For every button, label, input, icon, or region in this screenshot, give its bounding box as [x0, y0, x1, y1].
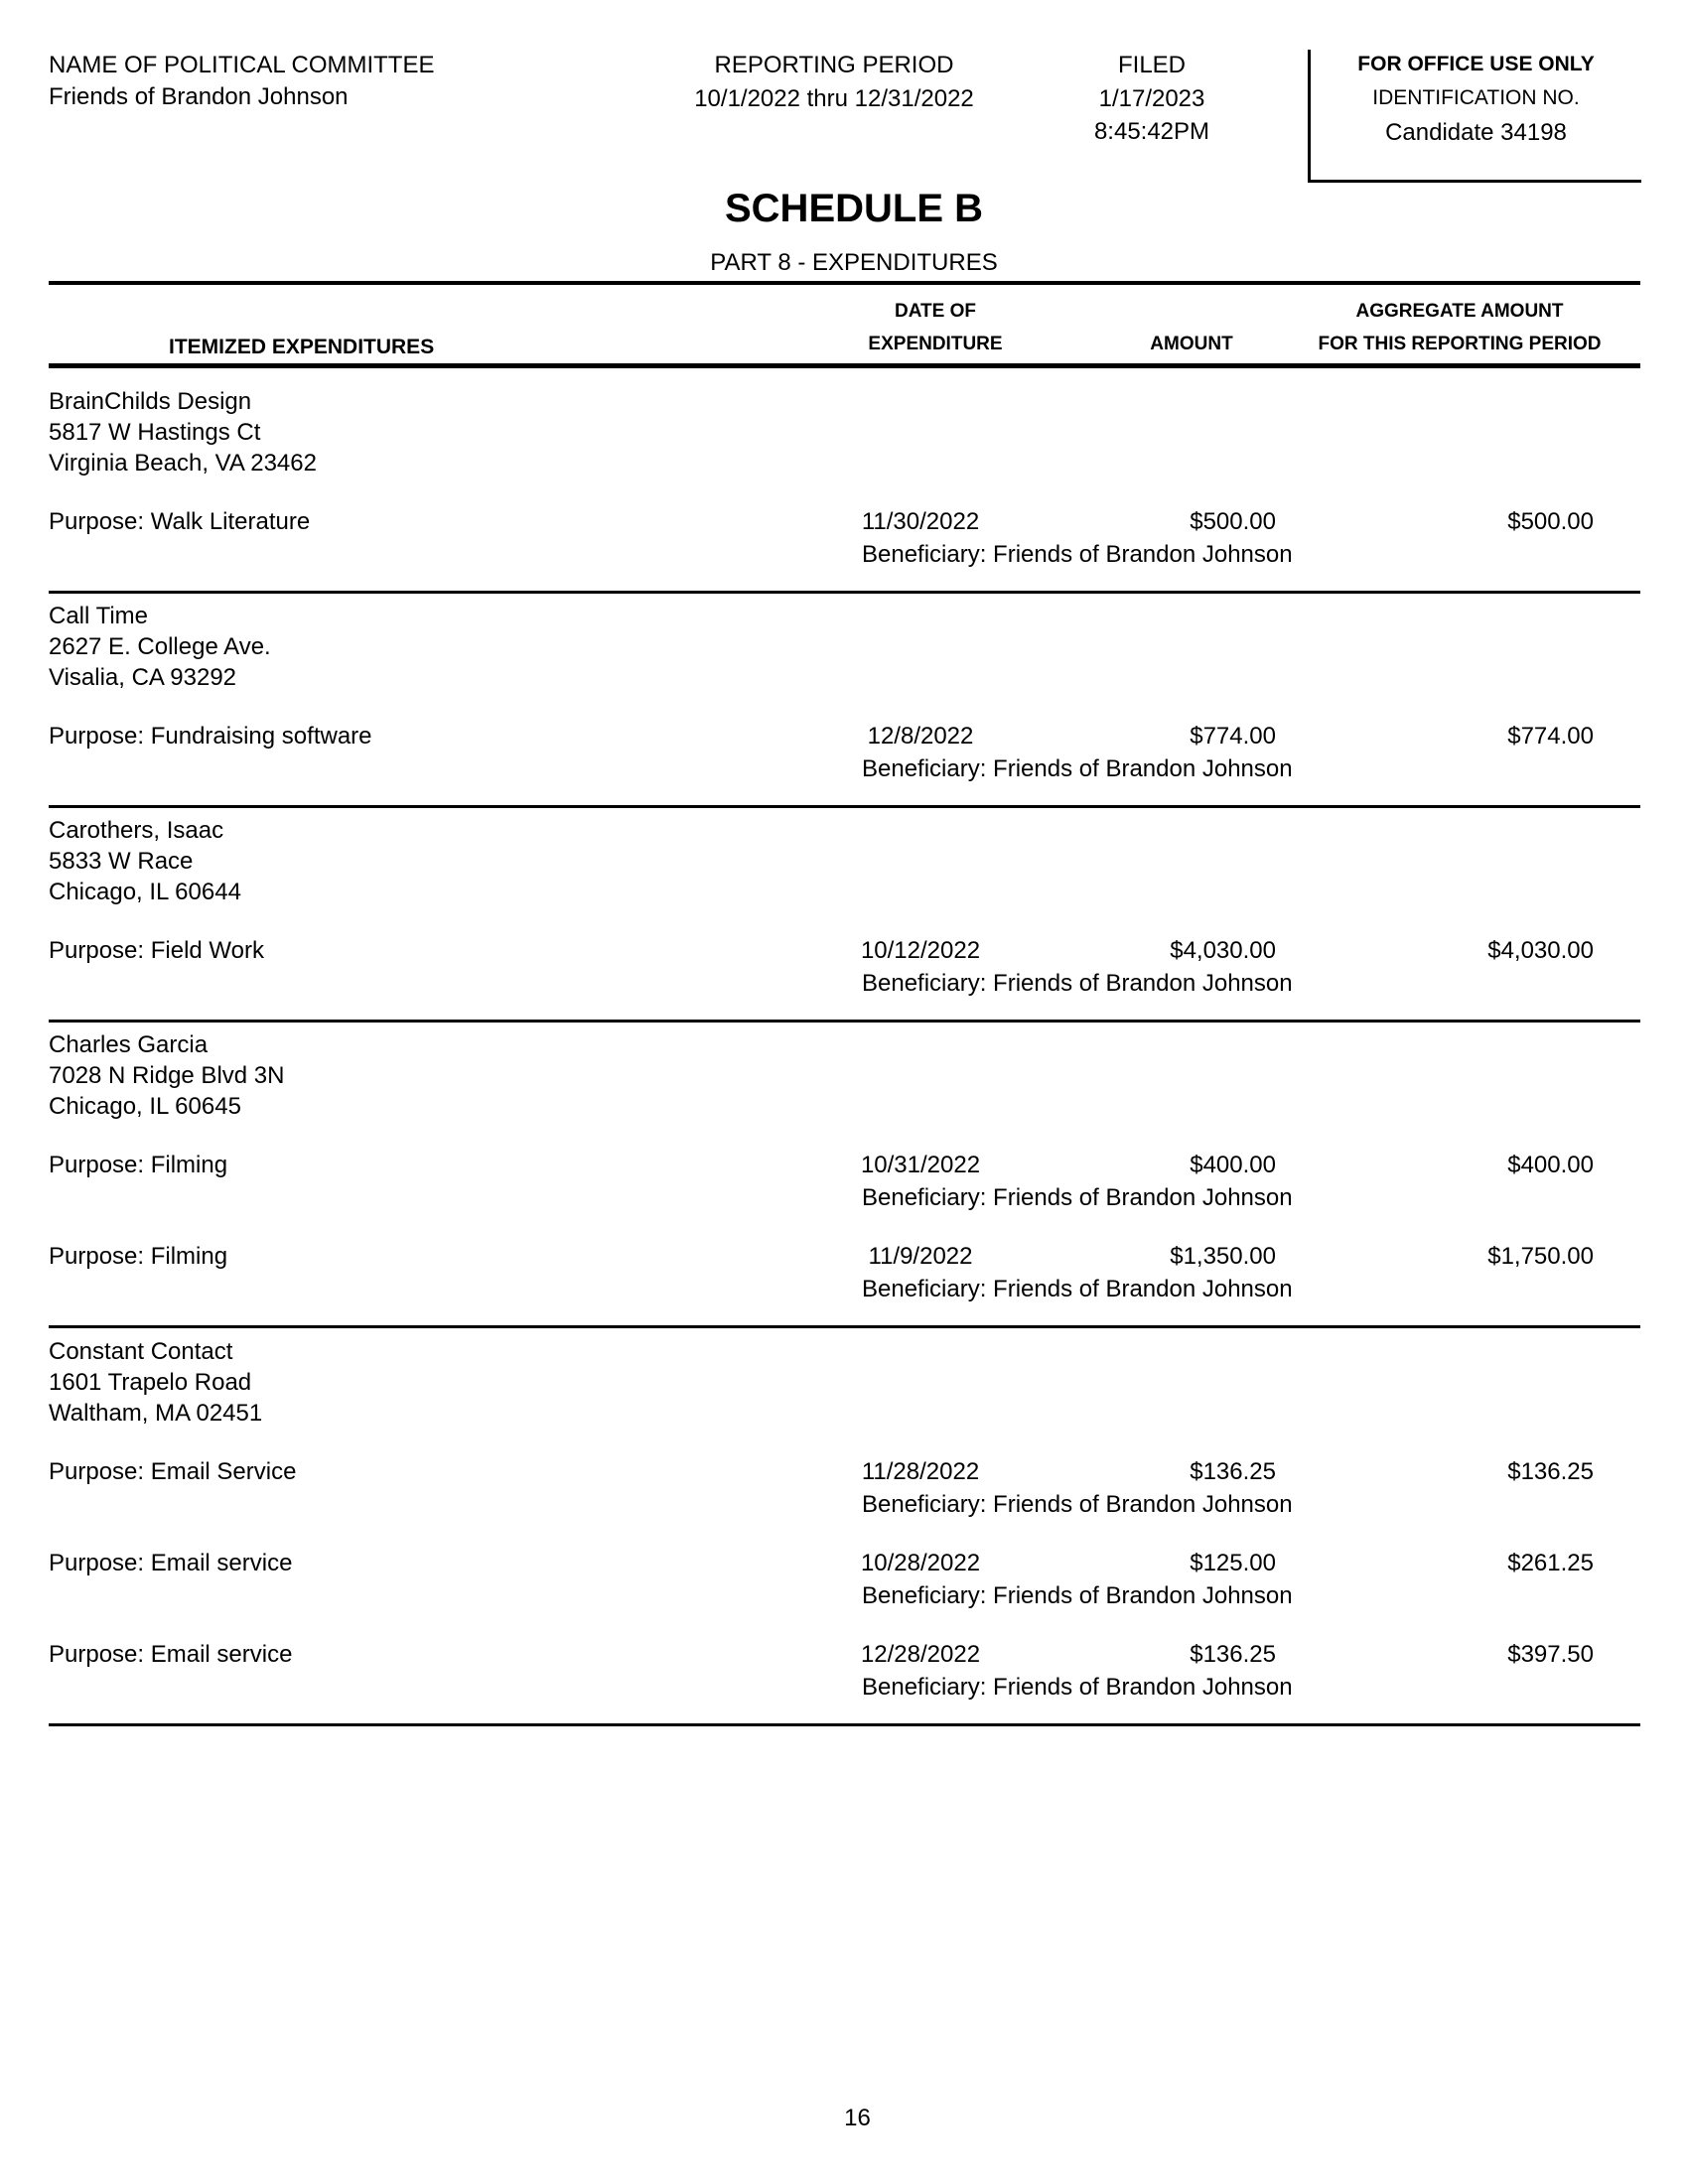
expenditure-aggregate: $261.25: [1507, 1550, 1594, 1576]
payee-address-line2: Visalia, CA 93292: [49, 664, 237, 691]
expenditure-aggregate: $4,030.00: [1487, 937, 1594, 964]
column-date-line2: EXPENDITURE: [868, 334, 1003, 354]
expenditure-aggregate: $500.00: [1507, 508, 1594, 535]
expenditure-aggregate: $397.50: [1507, 1641, 1594, 1668]
expenditure-beneficiary: Beneficiary: Friends of Brandon Johnson: [862, 1184, 1293, 1211]
identification-label: IDENTIFICATION NO.: [1372, 86, 1580, 109]
payee-address-line1: 2627 E. College Ave.: [49, 633, 271, 660]
expenditure-date: 10/12/2022: [860, 937, 981, 964]
expenditure-purpose: Purpose: Field Work: [49, 937, 264, 964]
payee-name: BrainChilds Design: [49, 388, 252, 415]
expenditure-amount: $774.00: [1190, 723, 1276, 750]
expenditure-beneficiary: Beneficiary: Friends of Brandon Johnson: [862, 755, 1293, 782]
expenditure-amount: $1,350.00: [1170, 1243, 1276, 1270]
payee-address-line1: 5817 W Hastings Ct: [49, 419, 261, 446]
record-separator: [49, 805, 1640, 808]
committee-name: Friends of Brandon Johnson: [49, 83, 349, 110]
expenditure-date: 11/28/2022: [861, 1458, 980, 1485]
payee-address-line2: Waltham, MA 02451: [49, 1400, 263, 1427]
payee-name: Carothers, Isaac: [49, 817, 224, 844]
expenditure-purpose: Purpose: Email service: [49, 1641, 293, 1668]
payee-address-line2: Chicago, IL 60644: [49, 879, 241, 905]
expenditure-beneficiary: Beneficiary: Friends of Brandon Johnson: [862, 541, 1293, 568]
expenditure-amount: $136.25: [1190, 1458, 1276, 1485]
expenditure-purpose: Purpose: Fundraising software: [49, 723, 372, 750]
office-use-box: [1308, 50, 1641, 183]
expenditure-aggregate: $774.00: [1507, 723, 1594, 750]
column-aggregate-line2: FOR THIS REPORTING PERIOD: [1318, 334, 1602, 354]
filed-label: FILED: [1117, 52, 1186, 78]
committee-label: NAME OF POLITICAL COMMITTEE: [49, 52, 435, 78]
expenditure-amount: $4,030.00: [1170, 937, 1276, 964]
expenditure-amount: $400.00: [1190, 1152, 1276, 1178]
expenditure-purpose: Purpose: Walk Literature: [49, 508, 311, 535]
filed-date: 1/17/2023: [1098, 85, 1205, 112]
payee-address-line1: 5833 W Race: [49, 848, 194, 875]
expenditure-amount: $125.00: [1190, 1550, 1276, 1576]
payee-name: Call Time: [49, 603, 149, 629]
expenditure-amount: $136.25: [1190, 1641, 1276, 1668]
expenditure-amount: $500.00: [1190, 508, 1276, 535]
expenditure-date: 11/9/2022: [868, 1243, 973, 1270]
header-rule: [49, 363, 1640, 368]
payee-address-line1: 7028 N Ridge Blvd 3N: [49, 1062, 285, 1089]
payee-address-line2: Chicago, IL 60645: [49, 1093, 241, 1120]
record-separator: [49, 591, 1640, 594]
expenditure-beneficiary: Beneficiary: Friends of Brandon Johnson: [862, 1582, 1293, 1609]
payee-name: Charles Garcia: [49, 1031, 209, 1058]
record-separator: [49, 1020, 1640, 1023]
schedule-part: PART 8 - EXPENDITURES: [710, 249, 998, 276]
expenditure-aggregate: $400.00: [1507, 1152, 1594, 1178]
record-separator: [49, 1723, 1640, 1726]
expenditure-aggregate: $1,750.00: [1487, 1243, 1594, 1270]
filed-time: 8:45:42PM: [1093, 118, 1210, 145]
expenditure-purpose: Purpose: Filming: [49, 1152, 228, 1178]
column-amount: AMOUNT: [1150, 334, 1233, 354]
payee-name: Constant Contact: [49, 1338, 233, 1365]
period-label: REPORTING PERIOD: [714, 52, 954, 78]
schedule-title: SCHEDULE B: [724, 187, 984, 230]
office-use-label: FOR OFFICE USE ONLY: [1357, 53, 1595, 75]
column-aggregate-line1: AGGREGATE AMOUNT: [1355, 301, 1564, 322]
expenditure-beneficiary: Beneficiary: Friends of Brandon Johnson: [862, 1674, 1293, 1701]
expenditure-beneficiary: Beneficiary: Friends of Brandon Johnson: [862, 1491, 1293, 1518]
expenditure-purpose: Purpose: Email service: [49, 1550, 293, 1576]
expenditure-date: 11/30/2022: [861, 508, 980, 535]
expenditure-beneficiary: Beneficiary: Friends of Brandon Johnson: [862, 1276, 1293, 1302]
expenditure-date: 12/8/2022: [867, 723, 974, 750]
page-number: 16: [844, 2105, 871, 2131]
column-itemized-expenditures: ITEMIZED EXPENDITURES: [169, 336, 435, 358]
expenditure-purpose: Purpose: Email Service: [49, 1458, 297, 1485]
expenditure-date: 12/28/2022: [860, 1641, 981, 1668]
payee-address-line1: 1601 Trapelo Road: [49, 1369, 252, 1396]
period-value: 10/1/2022 thru 12/31/2022: [694, 85, 974, 112]
expenditure-date: 10/28/2022: [860, 1550, 981, 1576]
expenditure-aggregate: $136.25: [1507, 1458, 1594, 1485]
expenditure-purpose: Purpose: Filming: [49, 1243, 228, 1270]
payee-address-line2: Virginia Beach, VA 23462: [49, 450, 317, 477]
record-separator: [49, 1325, 1640, 1328]
column-date-line1: DATE OF: [895, 301, 976, 322]
expenditure-date: 10/31/2022: [860, 1152, 981, 1178]
identification-value: Candidate 34198: [1385, 119, 1567, 146]
top-rule: [49, 281, 1640, 285]
expenditure-beneficiary: Beneficiary: Friends of Brandon Johnson: [862, 970, 1293, 997]
